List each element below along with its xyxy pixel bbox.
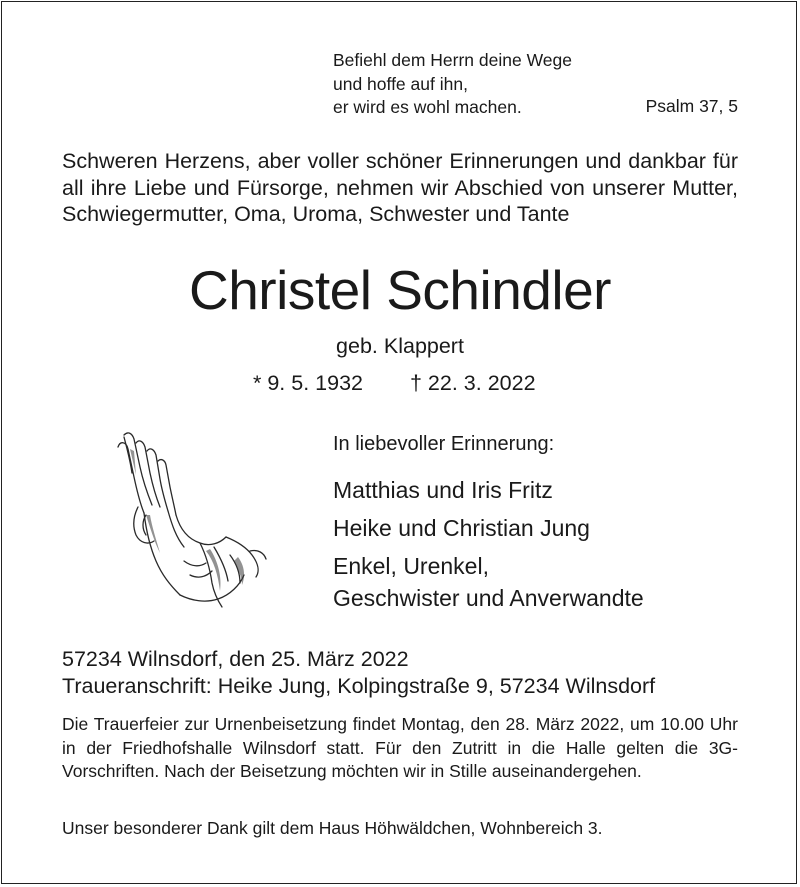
verse-line: Befiehl dem Herrn deine Wege: [333, 50, 572, 70]
thanks-text: Unser besonderer Dank gilt dem Haus Höhwäldchen, Wohnbereich 3.: [62, 818, 603, 838]
death-date: † 22. 3. 2022: [410, 371, 536, 395]
bible-verse: [333, 49, 572, 120]
mourners-list: [333, 474, 644, 614]
verse-line: er wird es wohl machen.: [333, 97, 522, 117]
praying-hands-icon: [110, 425, 270, 615]
verse-line: und hoffe auf ihn,: [333, 73, 468, 94]
mourner-entry: Geschwister und Anverwandte: [333, 585, 644, 611]
funeral-service-text: Die Trauerfeier zur Urnenbeisetzung findet Montag, den 28. März 2022, um 10.00 Uhr in der Friedhofshalle Wilnsdorf statt. Für den Zutritt in die Halle gelten die 3G-Vorschriften. Nach der Beisetzung möchten wir in Stille auseinandergehen.: [62, 714, 738, 781]
mourning-address: Traueranschrift: Heike Jung, Kolpingstraße 9, 57234 Wilnsdorf: [62, 674, 656, 698]
mourner-entry: Heike und Christian Jung: [333, 515, 590, 541]
mourner-entry: Enkel, Urenkel,: [333, 553, 489, 579]
maiden-name: geb. Klappert: [336, 334, 464, 358]
deceased-name: Christel Schindler: [188, 259, 611, 321]
verse-reference: Psalm 37, 5: [645, 96, 738, 116]
birth-date: * 9. 5. 1932: [253, 371, 363, 395]
place-date: 57234 Wilnsdorf, den 25. März 2022: [62, 647, 409, 671]
intro-text: Schweren Herzens, aber voller schöner Erinnerungen und dankbar für all ihre Liebe und Fürsorge, nehmen wir Abschied von unserer Mutter, Schwiegermutter, Oma, Uroma, Schwester und Tante: [62, 149, 738, 226]
mourner-entry: Matthias und Iris Fritz: [333, 477, 553, 503]
mourners-heading: In liebevoller Erinnerung:: [333, 433, 555, 455]
